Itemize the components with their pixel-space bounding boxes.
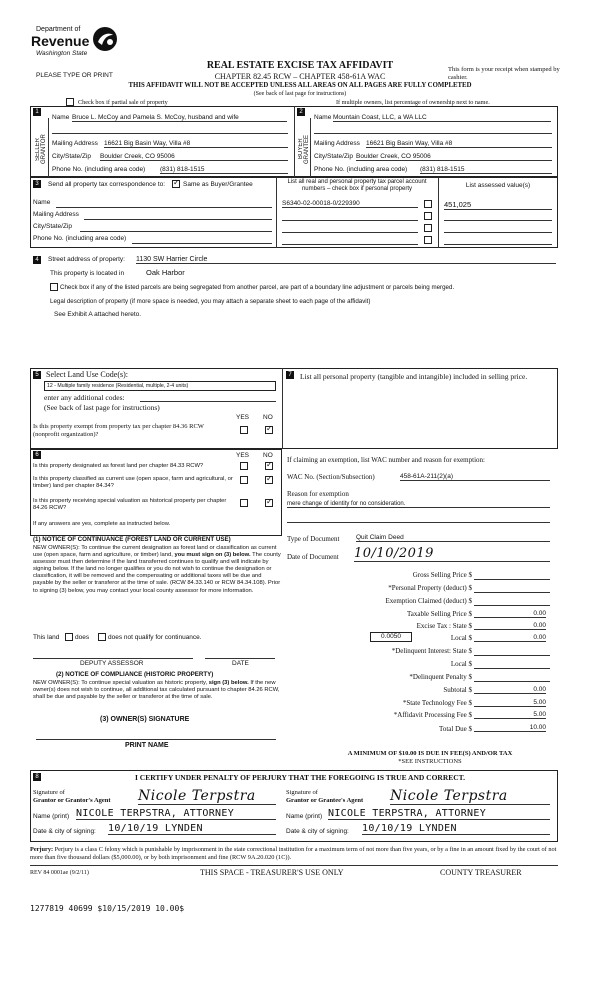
- affidavit-fee-value: 5.00: [474, 711, 546, 719]
- land-use-label: Select Land Use Code(s):: [46, 370, 128, 379]
- notice-continuance-c: The county assessor must then determine if the land transferred continues to qualify and will indicate by signing below. If the land no longer qualifies or you do not wish to continue the designation or classification, it will be removed and the compensating or additional taxes will be due and payable by the seller or transferor at the time of sale. (RCW 84.33.140 or RCW 84.34.108). Prior to signing (3) below, you may contact your local county assessor for more information.: [33, 552, 281, 594]
- reason-value[interactable]: mere change of identity for no consideration.: [287, 501, 550, 508]
- section-5-badge: 5: [33, 371, 41, 379]
- forest-q1-yes-checkbox[interactable]: [240, 462, 248, 470]
- notice-compliance-a: NEW OWNER(S): To continue special valuation as historic property,: [33, 680, 208, 686]
- local-tax-value: 0.00: [474, 634, 546, 642]
- personal-deduct-label: *Personal Property (deduct) $: [388, 584, 472, 592]
- county-treasurer-label: COUNTY TREASURER: [440, 868, 522, 877]
- parcel-value-1[interactable]: S6340-02-00018-0/229390: [282, 200, 418, 208]
- corr-phone-label: Phone No. (including area code): [33, 235, 127, 242]
- section-8-badge: 8: [33, 773, 41, 781]
- grantee-sig-label-2: Grantor or Grantee's Agent: [286, 797, 364, 804]
- exempt-yes-checkbox[interactable]: [240, 426, 248, 434]
- notice-continuance-body: [33, 545, 281, 595]
- buyer-city-value[interactable]: Boulder Creek, CO 95006: [356, 153, 552, 161]
- buyer-name-label: Name: [314, 114, 332, 121]
- tech-fee-label: *State Technology Fee $: [402, 699, 472, 707]
- forest-q2-yes-checkbox[interactable]: [240, 476, 248, 484]
- grantee-sig-label-1: Signature of: [286, 789, 318, 796]
- grantor-sig-label-2: Grantor or Grantor's Agent: [33, 797, 111, 804]
- form-warning: THIS AFFIDAVIT WILL NOT BE ACCEPTED UNLESS ALL AREAS ON ALL PAGES ARE FULLY COMPLETED: [128, 82, 472, 89]
- wac-value[interactable]: 458-61A-211(2)(a): [400, 473, 550, 481]
- grantor-date-label: Date & city of signing:: [33, 828, 96, 835]
- land-does-checkbox[interactable]: [65, 633, 73, 641]
- buyer-phone-label: Phone No. (including area code): [314, 166, 408, 173]
- subtotal-label: Subtotal $: [443, 686, 472, 694]
- segregated-label: Check box if any of the listed parcels are being segregated from another parcel, are part of a boundary line adjustment or parcels being merged.: [60, 284, 455, 291]
- this-land-label: This land: [33, 634, 60, 641]
- forest-q2-no-checkbox[interactable]: [265, 476, 273, 484]
- logo-text-line2: Revenue: [31, 33, 90, 49]
- wac-intro: If claiming an exemption, list WAC number and reason for exemption:: [287, 456, 485, 464]
- grantee-date-label: Date & city of signing:: [286, 828, 349, 835]
- located-label: This property is located in: [50, 270, 125, 277]
- buyer-name-value[interactable]: Mountain Coast, LLC, a WA LLC: [333, 114, 551, 122]
- section-2-badge: 2: [297, 108, 305, 116]
- buyer-side-label: BUYER GRANTEE: [298, 134, 310, 164]
- local-tax-label: Local $: [450, 634, 472, 642]
- buyer-mailing-value[interactable]: 16621 Big Basin Way, Villa #8: [366, 140, 552, 148]
- legal-label: Legal description of property (if more space is needed, you may attach a separate sheet to each page of the affidavit): [50, 298, 371, 305]
- corr-city-label: City/State/Zip: [33, 223, 73, 230]
- dor-emblem-icon: [92, 26, 118, 52]
- buyer-phone-value[interactable]: (831) 818-1515: [420, 166, 552, 174]
- subtotal-value: 0.00: [474, 686, 546, 694]
- doc-date-label: Date of Document: [287, 553, 339, 561]
- same-as-buyer-checkbox[interactable]: [172, 180, 180, 188]
- tech-fee-value: 5.00: [474, 699, 546, 707]
- land-does-label: does: [75, 634, 90, 641]
- forest-q3: Is this property receiving special valuation as historical property per chapter 84.26 RCW?: [33, 498, 227, 511]
- forest-yes-header: YES: [236, 452, 250, 459]
- reason-label: Reason for exemption: [287, 490, 349, 498]
- grantee-signature[interactable]: Nicole Terpstra: [390, 788, 550, 805]
- deputy-date-label: DATE: [232, 660, 249, 667]
- grantee-name-value[interactable]: NICOLE TERPSTRA, ATTORNEY: [328, 808, 550, 820]
- corr-name-label: Name: [33, 199, 51, 206]
- rev-number: REV 84 0001ae (9/2/11): [30, 870, 89, 876]
- section-4-badge: 4: [33, 256, 41, 264]
- delinquent-state-label: *Delinquent Interest: State $: [391, 647, 472, 655]
- forest-q1: Is this property designated as forest land per chapter 84.33 RCW?: [33, 463, 204, 469]
- buyer-mailing-label: Mailing Address: [314, 140, 360, 147]
- receipt-note: This form is your receipt when stamped by cashier.: [448, 66, 560, 81]
- section-7-badge: 7: [286, 371, 294, 379]
- land-use-select[interactable]: 12 - Multiple family residence (Residential, multiple, 2-4 units): [44, 381, 276, 391]
- street-label: Street address of property:: [48, 256, 125, 263]
- doc-date-value[interactable]: 10/10/2019: [354, 546, 550, 562]
- land-use-see-back: (See back of last page for instructions): [44, 403, 160, 412]
- notice-continuance-b: you must sign on (3) below.: [174, 552, 251, 559]
- same-as-buyer-label: Same as Buyer/Grantee: [183, 181, 253, 188]
- personal-property-label: List all personal property (tangible and intangible) included in selling price.: [300, 372, 528, 381]
- form-chapter: CHAPTER 82.45 RCW – CHAPTER 458-61A WAC: [214, 72, 386, 81]
- grantor-signature[interactable]: Nicole Terpstra: [138, 788, 276, 805]
- delinquent-local-label: Local $: [450, 660, 472, 668]
- section-6-badge: 6: [33, 451, 41, 459]
- deputy-assessor-label: DEPUTY ASSESSOR: [80, 660, 144, 667]
- grantor-sig-label: [33, 789, 111, 805]
- notice-compliance-title: (2) NOTICE OF COMPLIANCE (HISTORIC PROPERTY): [56, 671, 214, 678]
- notice-continuance-a: NEW OWNER(S): To continue the current designation as forest land or classification as current use (open space, farm and agriculture, or timber) land,: [33, 545, 277, 559]
- land-does-not-label: does not qualify for continuance.: [108, 634, 202, 641]
- assessed-header: List assessed value(s): [465, 182, 531, 189]
- parcel-2-personal-checkbox[interactable]: [424, 212, 432, 220]
- minimum-due-note: A MINIMUM OF $10.00 IS DUE IN FEE(S) AND/OR TAX: [347, 750, 513, 757]
- perjury-notice: [30, 846, 558, 862]
- please-type-label: PLEASE TYPE OR PRINT: [36, 72, 113, 79]
- recording-stamp: 1277819 40699 $10/15/2019 10.00$: [30, 904, 185, 913]
- located-value[interactable]: Oak Harbor: [146, 268, 185, 277]
- forest-q2: Is this property classified as current use (open space, farm and agricultural, or timber) land per chapter 84.34?: [33, 476, 233, 489]
- seller-city-value[interactable]: Boulder Creek, CO 95006: [100, 153, 288, 161]
- forest-any-yes: If any answers are yes, complete as instructed below.: [33, 521, 171, 527]
- assessed-value-1[interactable]: 451,025: [444, 200, 552, 210]
- grantee-sig-label: [286, 789, 363, 805]
- treasurer-space-label: THIS SPACE - TREASURER'S USE ONLY: [200, 868, 344, 877]
- forest-q3-yes-checkbox[interactable]: [240, 499, 248, 507]
- grantor-sig-label-1: Signature of: [33, 789, 65, 796]
- notice-compliance-b: sign (3) below.: [208, 680, 249, 686]
- exempt-no-checkbox[interactable]: [265, 426, 273, 434]
- gross-label: Gross Selling Price $: [412, 571, 472, 579]
- form-see-back: (See back of last page for instructions): [253, 91, 347, 97]
- forest-q1-no-checkbox[interactable]: [265, 462, 273, 470]
- forest-q3-no-checkbox[interactable]: [265, 499, 273, 507]
- exempt-question: Is this property exempt from property tax per chapter 84.36 RCW (nonprofit organization)?: [33, 423, 204, 438]
- doc-type-label: Type of Document: [287, 535, 340, 543]
- partial-sale-checkbox[interactable]: [66, 98, 74, 106]
- section-1-badge: 1: [33, 108, 41, 116]
- delinquent-penalty-label: *Delinquent Penalty $: [409, 673, 472, 681]
- seller-name-label: Name: [52, 114, 70, 121]
- grantor-name-label: Name (print): [33, 813, 70, 820]
- segregated-checkbox[interactable]: [50, 283, 58, 291]
- grantor-date-value[interactable]: 10/10/19 LYNDEN: [108, 823, 276, 835]
- seller-name-value[interactable]: Bruce L. McCoy and Pamela S. McCoy, husband and wife: [72, 114, 287, 122]
- taxable-value: 0.00: [474, 610, 546, 618]
- seller-mailing-label: Mailing Address: [52, 140, 98, 147]
- exemption-deduct-label: Exemption Claimed (deduct) $: [385, 597, 472, 605]
- grantee-date-value[interactable]: 10/10/19 LYNDEN: [362, 823, 550, 835]
- notice-compliance-c: If the new owner(s) does not wish to continue, all additional tax calculated pursuant to chapter 84.26 RCW, shall be due and payable by the seller or transferor at the time of sale.: [33, 680, 280, 701]
- land-use-no-header: NO: [263, 414, 273, 421]
- parcel-header: List all real and personal property tax parcel account numbers – check box if personal property: [287, 179, 427, 192]
- seller-phone-value[interactable]: (831) 818-1515: [160, 166, 288, 174]
- form-title: REAL ESTATE EXCISE TAX AFFIDAVIT: [206, 60, 394, 71]
- owner-signature-title: (3) OWNER(S) SIGNATURE: [100, 716, 190, 723]
- land-does-not-checkbox[interactable]: [98, 633, 106, 641]
- logo-text-line3: Washington State: [36, 50, 88, 57]
- parcel-4-personal-checkbox[interactable]: [424, 236, 432, 244]
- section-3-badge: 3: [33, 180, 41, 188]
- logo-text-line1: Department of: [36, 26, 81, 33]
- notice-compliance-body: [33, 680, 281, 701]
- affidavit-fee-label: *Affidavit Processing Fee $: [393, 711, 472, 719]
- multiple-owners-label: If multiple owners, list percentage of ownership next to name.: [336, 99, 490, 106]
- forest-no-header: NO: [263, 452, 273, 459]
- total-due-label: Total Due $: [439, 725, 472, 733]
- wac-label: WAC No. (Section/Subsection): [287, 473, 375, 481]
- perjury-text: Perjury is a class C felony which is punishable by imprisonment in the state correctional institution for a maximum term of not more than five years, or by a fine in an amount fixed by the court of not more than five thousand dollars ($5,000.00), or by both imprisonment and fine (RCW 9A.20.020 (1C)).: [30, 846, 557, 861]
- seller-mailing-value[interactable]: 16621 Big Basin Way, Villa #8: [104, 140, 288, 148]
- notice-continuance-title: (1) NOTICE OF CONTINUANCE (FOREST LAND OR CURRENT USE): [33, 536, 231, 543]
- total-due-value: 10.00: [474, 724, 546, 732]
- grantor-name-value[interactable]: NICOLE TERPSTRA, ATTORNEY: [76, 808, 276, 820]
- correspondence-label: Send all property tax correspondence to:: [48, 181, 166, 188]
- seller-city-label: City/State/Zip: [52, 153, 92, 160]
- doc-type-value[interactable]: Quit Claim Deed: [356, 534, 550, 542]
- street-value[interactable]: 1130 SW Harrier Circle: [136, 256, 556, 264]
- seller-phone-label: Phone No. (including area code): [52, 166, 146, 173]
- grantee-name-label: Name (print): [286, 813, 323, 820]
- parcel-3-personal-checkbox[interactable]: [424, 224, 432, 232]
- additional-codes-label: enter any additional codes:: [44, 393, 125, 402]
- taxable-label: Taxable Selling Price $: [406, 610, 472, 618]
- perjury-label: Perjury:: [30, 846, 54, 853]
- state-tax-value: 0.00: [474, 622, 546, 630]
- corr-mailing-label: Mailing Address: [33, 211, 79, 218]
- see-instructions-note: *SEE INSTRUCTIONS: [398, 758, 462, 765]
- dor-logo: [30, 24, 125, 66]
- legal-value[interactable]: See Exhibit A attached hereto.: [54, 311, 142, 318]
- state-tax-label: Excise Tax : State $: [416, 622, 472, 630]
- seller-side-label: SELLER GRANTOR: [35, 134, 47, 164]
- partial-sale-label: Check box if partial sale of property: [78, 99, 168, 106]
- buyer-city-label: City/State/Zip: [314, 153, 354, 160]
- parcel-1-personal-checkbox[interactable]: [424, 200, 432, 208]
- print-name-label: PRINT NAME: [125, 742, 169, 749]
- land-use-yes-header: YES: [236, 414, 250, 421]
- local-rate-box[interactable]: 0.0050: [370, 632, 412, 642]
- certify-statement: I CERTIFY UNDER PENALTY OF PERJURY THAT THE FOREGOING IS TRUE AND CORRECT.: [134, 773, 465, 782]
